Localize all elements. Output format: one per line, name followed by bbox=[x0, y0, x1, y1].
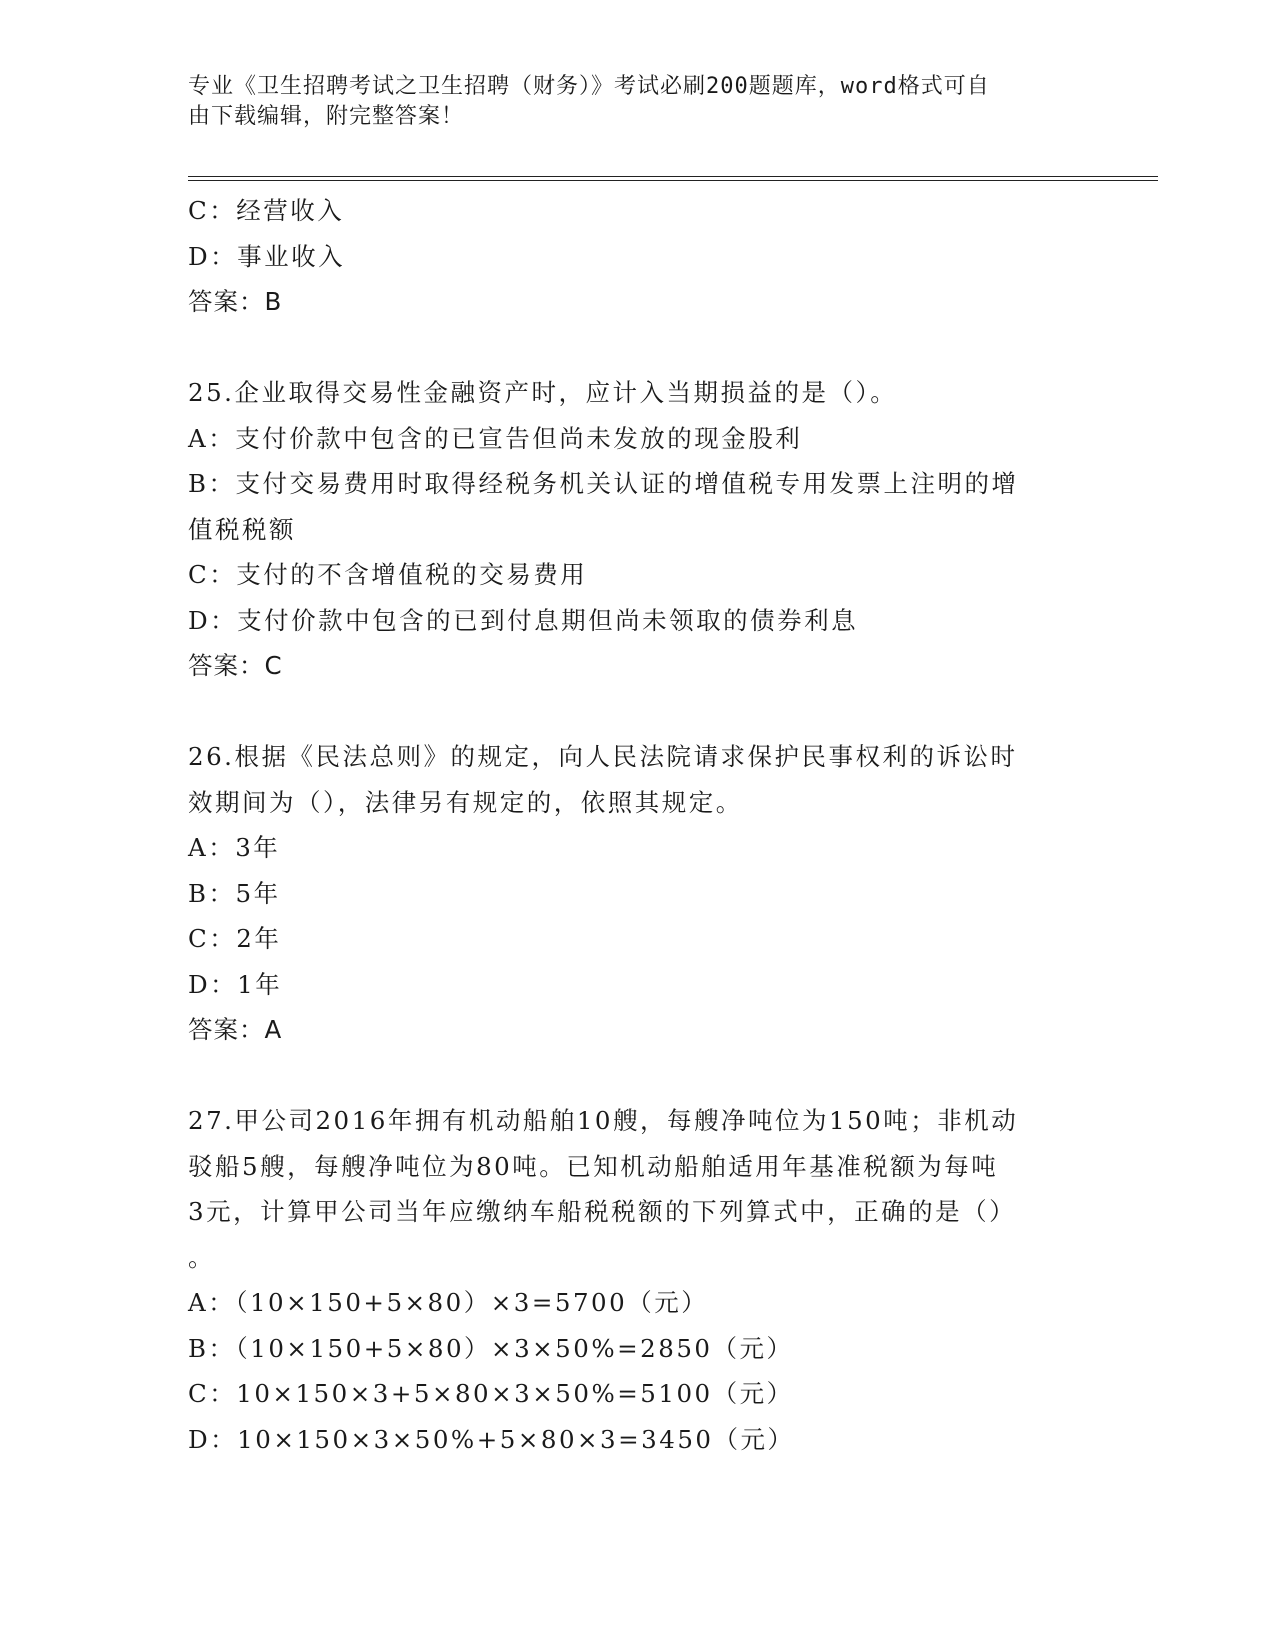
spacer bbox=[188, 1053, 1078, 1099]
question-27 bbox=[188, 1098, 1078, 1462]
question-list bbox=[188, 188, 1078, 1462]
header-line-2: 由下载编辑，附完整答案！ bbox=[188, 104, 465, 129]
option-b: B：5年 bbox=[188, 878, 281, 908]
option-a: A：支付价款中包含的已宣告但尚未发放的现金股利 bbox=[188, 423, 803, 453]
question-24-tail bbox=[188, 188, 1078, 325]
question-stem-continued: 。 bbox=[188, 1242, 215, 1272]
option-a: A：（10×150+5×80）×3=5700（元） bbox=[188, 1288, 709, 1317]
option-d: D：10×150×3×50%+5×80×3=3450（元） bbox=[188, 1424, 795, 1454]
option-c: C：10×150×3+5×80×3×50%=5100（元） bbox=[188, 1379, 794, 1408]
option-d: D：1年 bbox=[188, 969, 283, 999]
spacer bbox=[188, 689, 1078, 735]
option-c: C：2年 bbox=[188, 924, 282, 953]
option-d: D：支付价款中包含的已到付息期但尚未领取的债券利息 bbox=[188, 605, 859, 635]
question-stem-continued: 驳船5艘，每艘净吨位为80吨。已知机动船舶适用年基准税额为每吨 bbox=[188, 1151, 999, 1181]
question-25 bbox=[188, 370, 1078, 689]
option-c: C：经营收入 bbox=[188, 196, 345, 225]
question-stem-continued: 效期间为（），法律另有规定的，依照其规定。 bbox=[188, 787, 743, 817]
option-d: D：事业收入 bbox=[188, 241, 346, 271]
option-b: B：支付交易费用时取得经税务机关认证的增值税专用发票上注明的增 bbox=[188, 469, 1019, 498]
option-b-continued: 值税税额 bbox=[188, 514, 296, 544]
answer: 答案：C bbox=[188, 651, 283, 680]
answer: 答案：A bbox=[188, 1015, 283, 1044]
question-stem: 27.甲公司2016年拥有机动船舶10艘，每艘净吨位为150吨；非机动 bbox=[188, 1106, 1019, 1135]
question-stem: 26.根据《民法总则》的规定，向人民法院请求保护民事权利的诉讼时 bbox=[188, 742, 1018, 771]
question-stem-continued: 3元，计算甲公司当年应缴纳车船税税额的下列算式中，正确的是（） bbox=[188, 1197, 1017, 1226]
spacer bbox=[188, 325, 1078, 371]
question-stem: 25.企业取得交易性金融资产时，应计入当期损益的是（）。 bbox=[188, 378, 898, 407]
option-c: C：支付的不含增值税的交易费用 bbox=[188, 560, 588, 589]
answer: 答案：B bbox=[188, 287, 283, 316]
header-divider bbox=[188, 176, 1158, 181]
document-header bbox=[188, 72, 1068, 132]
question-26 bbox=[188, 734, 1078, 1053]
option-a: A：3年 bbox=[188, 833, 281, 862]
header-line-1: 专业《卫生招聘考试之卫生招聘（财务）》考试必刷200题题库，word格式可自 bbox=[188, 74, 990, 99]
option-b: B：（10×150+5×80）×3×50%=2850（元） bbox=[188, 1333, 794, 1363]
